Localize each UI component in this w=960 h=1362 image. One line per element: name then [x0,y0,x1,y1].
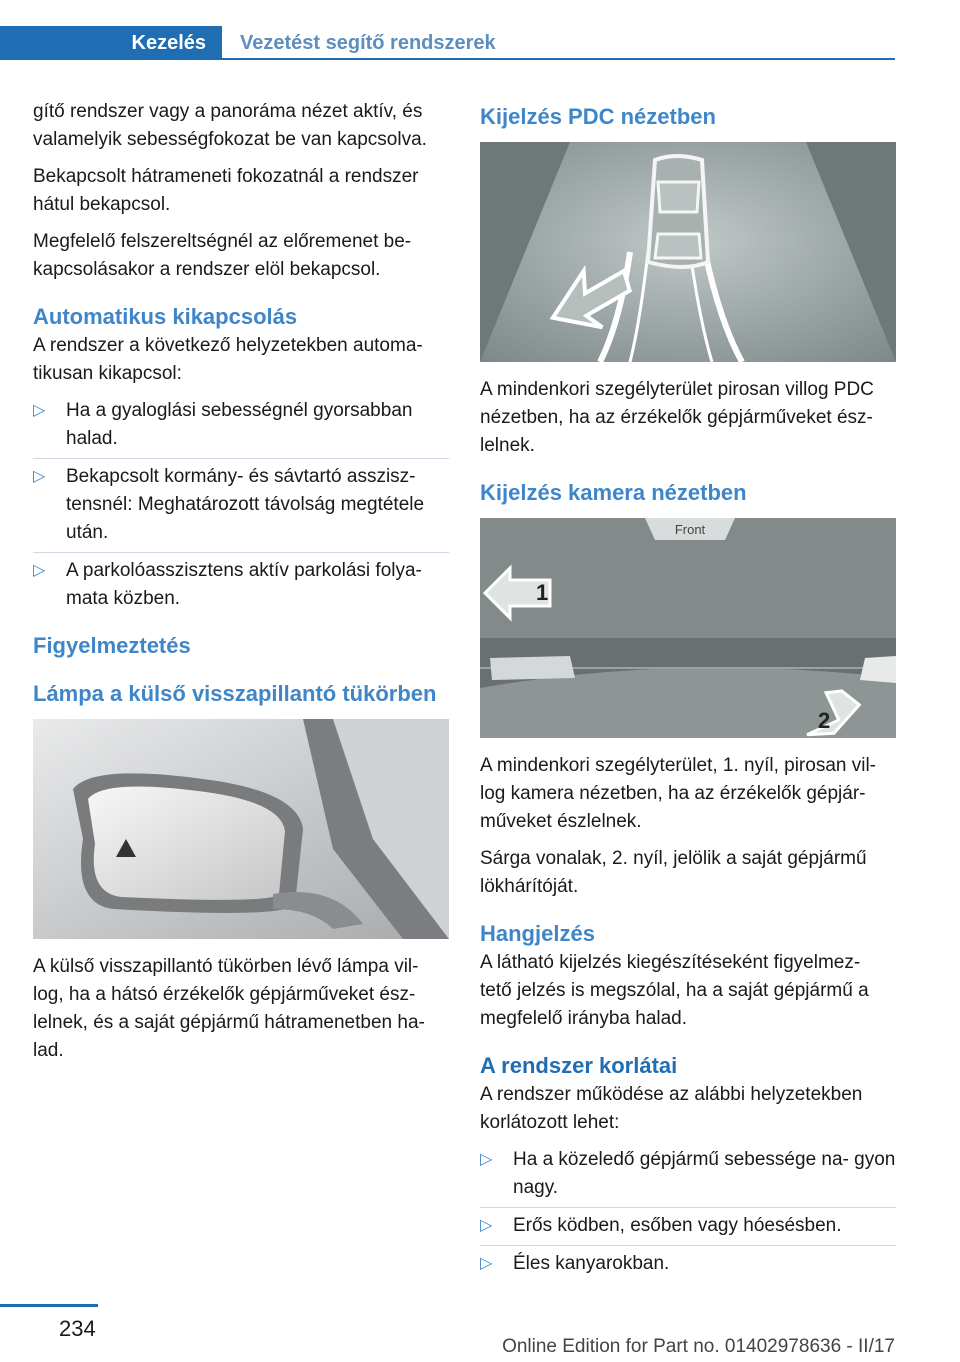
camera-view-image [480,518,896,738]
mirror-lamp-image [33,719,449,939]
header-tabbar [0,26,895,62]
bullet-list [33,397,449,613]
page-number-rule [0,1304,98,1307]
paragraph: A rendszer a következő helyzetekben automa- tikusan kikapcsol: [33,335,423,384]
bullet-triangle-icon: ▷ [480,1151,493,1168]
heading-limits: A rendszer korlátai [480,1053,678,1078]
bullet-triangle-icon: ▷ [480,1217,493,1234]
heading-warning: Figyelmeztetés [33,633,191,658]
left-column [33,98,449,1074]
list-item: ▷ Éles kanyarokban. [480,1250,896,1278]
bullet-triangle-icon: ▷ [480,1255,493,1272]
arrow-2-label: 2 [818,708,831,733]
heading-pdc: Kijelzés PDC nézetben [480,104,716,129]
paragraph: Megfelelő felszereltségnél az előremenet be- kapcsolásakor a rendszer elöl bekapcsol. [33,231,412,280]
paragraph: A mindenkori szegélyterület pirosan villog PDC nézetben, ha az érzékelők gépjárműveket ész- lelnek. [480,379,874,456]
bullet-triangle-icon: ▷ [33,402,46,419]
pdc-view-image [480,142,896,362]
heading-sound: Hangjelzés [480,921,595,946]
tab-kezeles[interactable]: Kezelés [0,26,222,60]
paragraph: A mindenkori szegélyterület, 1. nyíl, pirosan vil- log kamera nézetben, ha az érzékelők gépjár- műveket észlelnek. [480,755,877,832]
tab-underline [222,58,895,60]
heading-lamp: Lámpa a külső visszapillantó tükörben [33,681,437,706]
list-item: ▷ Ha a közeledő gépjármű sebessége na- gyon nagy. [480,1146,896,1202]
list-item: ▷ A parkolóasszisztens aktív parkolási folya- mata közben. [33,557,449,613]
list-item: ▷ Erős ködben, esőben vagy hóesésben. [480,1212,896,1240]
heading-auto-off: Automatikus kikapcsolás [33,304,298,329]
list-item: ▷ Bekapcsolt kormány- és sávtartó asszisz- tensnél: Meghatározott távolság megtétele után. [33,463,449,547]
footer-edition: Online Edition for Part no. 01402978636 - II/17 [502,1336,895,1357]
bullet-list [480,1146,896,1278]
paragraph: A látható kijelzés kiegészítéseként figyelmez- tető jelzés is megszólal, ha a saját gépjármű a megfelelő irányba halad. [480,952,869,1029]
heading-camera: Kijelzés kamera nézetben [480,480,747,505]
list-item: ▷ Ha a gyaloglási sebességnél gyorsabban halad. [33,397,449,453]
paragraph: Bekapcsolt hátrameneti fokozatnál a rendszer hátul bekapcsol. [33,166,419,215]
paragraph: A külső visszapillantó tükörben lévő lámpa vil- log, ha a hátsó érzékelők gépjárműveket ész- lelnek, és a saját gépjármű hátramenetben ha- lad. [33,956,425,1061]
paragraph: gítő rendszer vagy a panoráma nézet aktív, és valamelyik sebességfokozat be van kapcsolva. [33,101,427,150]
arrow-1-label: 1 [536,580,549,605]
front-label: Front [674,522,706,537]
bullet-triangle-icon: ▷ [33,468,46,485]
paragraph: A rendszer működése az alábbi helyzetekben korlátozott lehet: [480,1084,863,1133]
right-column [480,98,896,1288]
page-number: 234 [59,1316,96,1341]
paragraph: Sárga vonalak, 2. nyíl, jelölik a saját gépjármű lökhárítóját. [480,848,867,897]
bullet-triangle-icon: ▷ [33,562,46,579]
tab-vezetest-segito[interactable]: Vezetést segítő rendszerek [240,32,496,54]
